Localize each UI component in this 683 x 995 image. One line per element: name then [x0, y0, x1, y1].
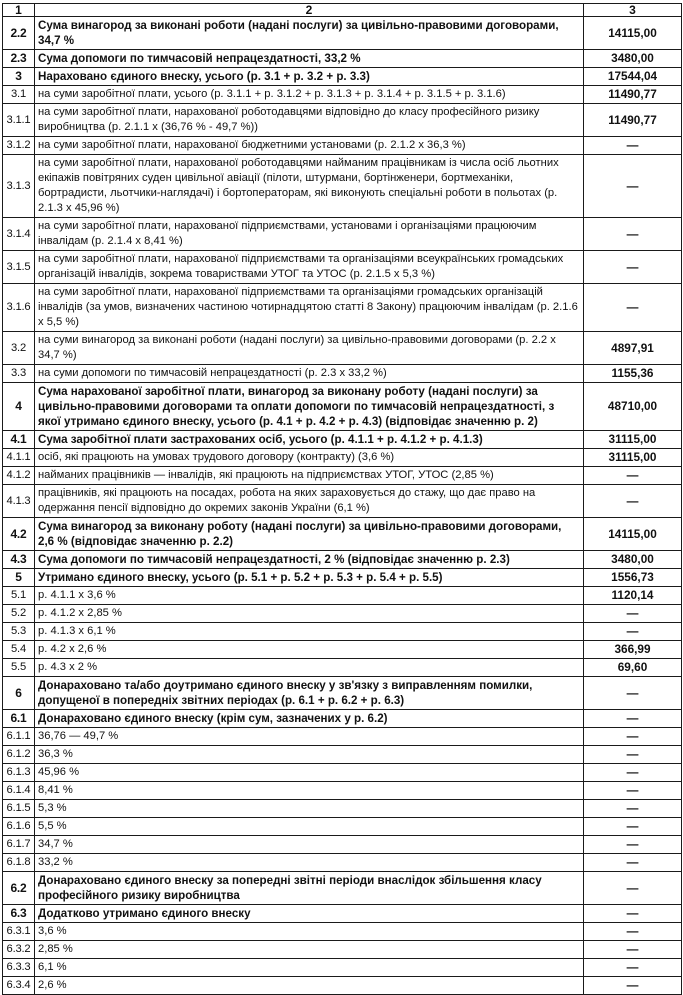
row-value: — — [584, 710, 682, 728]
row-description: 45,96 % — [35, 764, 584, 782]
row-code: 6.1.2 — [3, 746, 35, 764]
row-code: 5.2 — [3, 605, 35, 623]
table-row — [3, 923, 682, 941]
row-code: 3.1.6 — [3, 284, 35, 332]
row-description: Сума допомоги по тимчасовій непрацездатності, 33,2 % — [35, 50, 584, 68]
row-value: 69,60 — [584, 659, 682, 677]
row-code: 5.3 — [3, 623, 35, 641]
row-description: Сума нарахованої заробітної плати, винагород за виконану роботу (надані послуги) за цивільно-правовими договорами та оплати допомоги по тимчасовій непрацездатності, з якої утримано єдиного внеску, усього (р. 4.1 + р. 4.2 + р. 4.3) (відповідає значенню р. 2) — [35, 383, 584, 431]
row-value: — — [584, 218, 682, 251]
row-description: р. 4.1.2 x 2,85 % — [35, 605, 584, 623]
row-code: 6.1.6 — [3, 818, 35, 836]
row-description: Донараховано та/або доутримано єдиного внеску у зв'язку з виправленням помилки, допущеної в попередніх звітних періодах (р. 6.1 + р. 6.2 + р. 6.3) — [35, 677, 584, 710]
row-code: 3.1.2 — [3, 137, 35, 155]
row-code: 5 — [3, 569, 35, 587]
row-value: — — [584, 467, 682, 485]
table-row — [3, 365, 682, 383]
row-code: 2.2 — [3, 17, 35, 50]
table-row — [3, 284, 682, 332]
row-value: 17544,04 — [584, 68, 682, 86]
row-code: 6 — [3, 677, 35, 710]
row-description: на суми заробітної плати, нарахованої бюджетними установами (р. 2.1.2 x 36,3 %) — [35, 137, 584, 155]
row-code: 3.1.5 — [3, 251, 35, 284]
row-code: 6.1.4 — [3, 782, 35, 800]
row-value: 31115,00 — [584, 449, 682, 467]
row-value: — — [584, 800, 682, 818]
row-value: 31115,00 — [584, 431, 682, 449]
row-value: — — [584, 854, 682, 872]
row-description: р. 4.3 x 2 % — [35, 659, 584, 677]
row-code: 3.1.4 — [3, 218, 35, 251]
row-value: 1120,14 — [584, 587, 682, 605]
row-value: — — [584, 941, 682, 959]
table-row — [3, 86, 682, 104]
row-description: 36,76 — 49,7 % — [35, 728, 584, 746]
table-row — [3, 104, 682, 137]
row-code: 4.1.2 — [3, 467, 35, 485]
row-code: 3.2 — [3, 332, 35, 365]
table-row — [3, 68, 682, 86]
row-code: 4.1.3 — [3, 485, 35, 518]
table-row — [3, 872, 682, 905]
row-value: — — [584, 251, 682, 284]
table-row — [3, 467, 682, 485]
row-value: — — [584, 605, 682, 623]
table-row — [3, 764, 682, 782]
row-code: 6.3.3 — [3, 959, 35, 977]
row-description: Сума допомоги по тимчасовій непрацездатності, 2 % (відповідає значенню р. 2.3) — [35, 551, 584, 569]
row-description: р. 4.1.3 x 6,1 % — [35, 623, 584, 641]
row-code: 5.4 — [3, 641, 35, 659]
row-code: 4.1 — [3, 431, 35, 449]
row-code: 4.3 — [3, 551, 35, 569]
row-value: — — [584, 836, 682, 854]
row-description: на суми заробітної плати, усього (р. 3.1.1 + р. 3.1.2 + р. 3.1.3 + р. 3.1.4 + р. 3.1.5 + р. 3.1.6) — [35, 86, 584, 104]
table-row — [3, 485, 682, 518]
table-row — [3, 677, 682, 710]
row-description: на суми заробітної плати, нарахованої роботодавцями найманим працівникам із числа осіб льотних екіпажів повітряних суден цивільної авіації (пілоти, штурмани, бортінженери, бортмеханіки, бортрадисти, льотчики-наглядачі) і бортоператорам, які виконують спеціальні роботи в польотах (р. 2.1.3 x 45,96 %) — [35, 155, 584, 218]
row-description: Сума винагород за виконані роботи (надані послуги) за цивільно-правовими договорами, 34,7 % — [35, 17, 584, 50]
row-description: 2,6 % — [35, 977, 584, 995]
row-description: 2,85 % — [35, 941, 584, 959]
table-row — [3, 50, 682, 68]
row-code: 3.1.1 — [3, 104, 35, 137]
table-row — [3, 782, 682, 800]
row-code: 6.1.3 — [3, 764, 35, 782]
row-code: 3.1.3 — [3, 155, 35, 218]
table-row — [3, 431, 682, 449]
row-description: 5,5 % — [35, 818, 584, 836]
row-description: 33,2 % — [35, 854, 584, 872]
row-value: — — [584, 155, 682, 218]
row-description: 6,1 % — [35, 959, 584, 977]
row-description: 3,6 % — [35, 923, 584, 941]
row-description: Сума винагород за виконану роботу (надані послуги) за цивільно-правовими договорами, 2,6 % (відповідає значенню р. 2.2) — [35, 518, 584, 551]
row-value: — — [584, 485, 682, 518]
table-row — [3, 449, 682, 467]
row-code: 5.1 — [3, 587, 35, 605]
row-description: 8,41 % — [35, 782, 584, 800]
row-description: 36,3 % — [35, 746, 584, 764]
table-row — [3, 977, 682, 995]
table-row — [3, 137, 682, 155]
table-row — [3, 746, 682, 764]
row-description: 5,3 % — [35, 800, 584, 818]
table-body — [3, 17, 682, 995]
row-value: 366,99 — [584, 641, 682, 659]
row-description: Сума заробітної плати застрахованих осіб, усього (р. 4.1.1 + р. 4.1.2 + р. 4.1.3) — [35, 431, 584, 449]
table-row — [3, 959, 682, 977]
row-description: Донараховано єдиного внеску (крім сум, зазначених у р. 6.2) — [35, 710, 584, 728]
row-code: 6.1.1 — [3, 728, 35, 746]
row-description: на суми заробітної плати, нарахованої підприємствами та організаціями всеукраїнських громадських організацій інвалідів, зокрема товариствами УТОГ та УТОС (р. 2.1.5 x 5,3 %) — [35, 251, 584, 284]
row-value: — — [584, 977, 682, 995]
row-description: осіб, які працюють на умовах трудового договору (контракту) (3,6 %) — [35, 449, 584, 467]
table-row — [3, 836, 682, 854]
row-code: 4.2 — [3, 518, 35, 551]
row-value: — — [584, 782, 682, 800]
row-code: 6.3.4 — [3, 977, 35, 995]
row-description: на суми винагород за виконані роботи (надані послуги) за цивільно-правовими договорами (р. 2.2 x 34,7 %) — [35, 332, 584, 365]
row-description: Додатково утримано єдиного внеску — [35, 905, 584, 923]
row-value: 11490,77 — [584, 104, 682, 137]
row-value: — — [584, 818, 682, 836]
row-value: 3480,00 — [584, 50, 682, 68]
row-code: 6.1.7 — [3, 836, 35, 854]
row-value: — — [584, 959, 682, 977]
table-row — [3, 905, 682, 923]
row-value: — — [584, 905, 682, 923]
row-description: р. 4.1.1 x 3,6 % — [35, 587, 584, 605]
row-value: 48710,00 — [584, 383, 682, 431]
row-description: працівників, які працюють на посадах, робота на яких зараховується до стажу, що дає право на одержання пенсії відповідно до окремих законів України (6,1 %) — [35, 485, 584, 518]
row-code: 3 — [3, 68, 35, 86]
row-description: Нараховано єдиного внеску, усього (р. 3.1 + р. 3.2 + р. 3.3) — [35, 68, 584, 86]
table-row — [3, 710, 682, 728]
row-code: 6.1 — [3, 710, 35, 728]
row-description: на суми заробітної плати, нарахованої підприємствами та організаціями громадських організацій інвалідів (за умов, визначених частиною чотирнадцятою статті 8 Закону) працюючим інвалідам (р. 2.1.6 x 5,5 %) — [35, 284, 584, 332]
row-description: на суми заробітної плати, нарахованої підприємствами, установами і організаціями працюючим інвалідам (р. 2.1.4 x 8,41 %) — [35, 218, 584, 251]
table-row — [3, 728, 682, 746]
header-col-1: 1 — [3, 4, 35, 17]
row-description: найманих працівників — інвалідів, які працюють на підприємствах УТОГ, УТОС (2,85 %) — [35, 467, 584, 485]
row-description: р. 4.2 x 2,6 % — [35, 641, 584, 659]
row-description: на суми заробітної плати, нарахованої роботодавцями відповідно до класу професійного ризику виробництва (р. 2.1.1 x (36,76 % - 49,7 %)) — [35, 104, 584, 137]
row-code: 6.1.8 — [3, 854, 35, 872]
table-row — [3, 551, 682, 569]
row-code: 6.2 — [3, 872, 35, 905]
row-code: 6.1.5 — [3, 800, 35, 818]
table-row — [3, 218, 682, 251]
table-row — [3, 569, 682, 587]
row-code: 3.3 — [3, 365, 35, 383]
report-table — [2, 3, 682, 995]
row-value: 4897,91 — [584, 332, 682, 365]
row-code: 6.3.2 — [3, 941, 35, 959]
row-value: — — [584, 872, 682, 905]
row-value: — — [584, 677, 682, 710]
row-code: 4.1.1 — [3, 449, 35, 467]
row-description: 34,7 % — [35, 836, 584, 854]
row-value: 1556,73 — [584, 569, 682, 587]
row-value: 1155,36 — [584, 365, 682, 383]
row-code: 4 — [3, 383, 35, 431]
table-row — [3, 641, 682, 659]
row-code: 2.3 — [3, 50, 35, 68]
row-value: — — [584, 728, 682, 746]
table-row — [3, 155, 682, 218]
row-value: — — [584, 284, 682, 332]
row-value: — — [584, 137, 682, 155]
table-row — [3, 659, 682, 677]
row-description: Утримано єдиного внеску, усього (р. 5.1 + р. 5.2 + р. 5.3 + р. 5.4 + р. 5.5) — [35, 569, 584, 587]
row-description: Донараховано єдиного внеску за попередні звітні періоди внаслідок збільшення класу професійного ризику виробництва — [35, 872, 584, 905]
table-row — [3, 17, 682, 50]
row-code: 6.3.1 — [3, 923, 35, 941]
row-description: на суми допомоги по тимчасовій непрацездатності (р. 2.3 x 33,2 %) — [35, 365, 584, 383]
row-value: 14115,00 — [584, 518, 682, 551]
table-row — [3, 605, 682, 623]
table-row — [3, 941, 682, 959]
row-value: 14115,00 — [584, 17, 682, 50]
table-row — [3, 518, 682, 551]
table-row — [3, 818, 682, 836]
table-row — [3, 854, 682, 872]
table-row — [3, 383, 682, 431]
row-code: 5.5 — [3, 659, 35, 677]
row-value: — — [584, 623, 682, 641]
row-code: 3.1 — [3, 86, 35, 104]
header-col-3: 3 — [584, 4, 682, 17]
header-col-2: 2 — [35, 4, 584, 17]
row-value: — — [584, 923, 682, 941]
row-value: — — [584, 746, 682, 764]
header-row — [3, 4, 682, 17]
table-row — [3, 332, 682, 365]
table-row — [3, 800, 682, 818]
table-row — [3, 587, 682, 605]
table-row — [3, 623, 682, 641]
row-value: 3480,00 — [584, 551, 682, 569]
row-value: — — [584, 764, 682, 782]
row-code: 6.3 — [3, 905, 35, 923]
table-row — [3, 251, 682, 284]
row-value: 11490,77 — [584, 86, 682, 104]
